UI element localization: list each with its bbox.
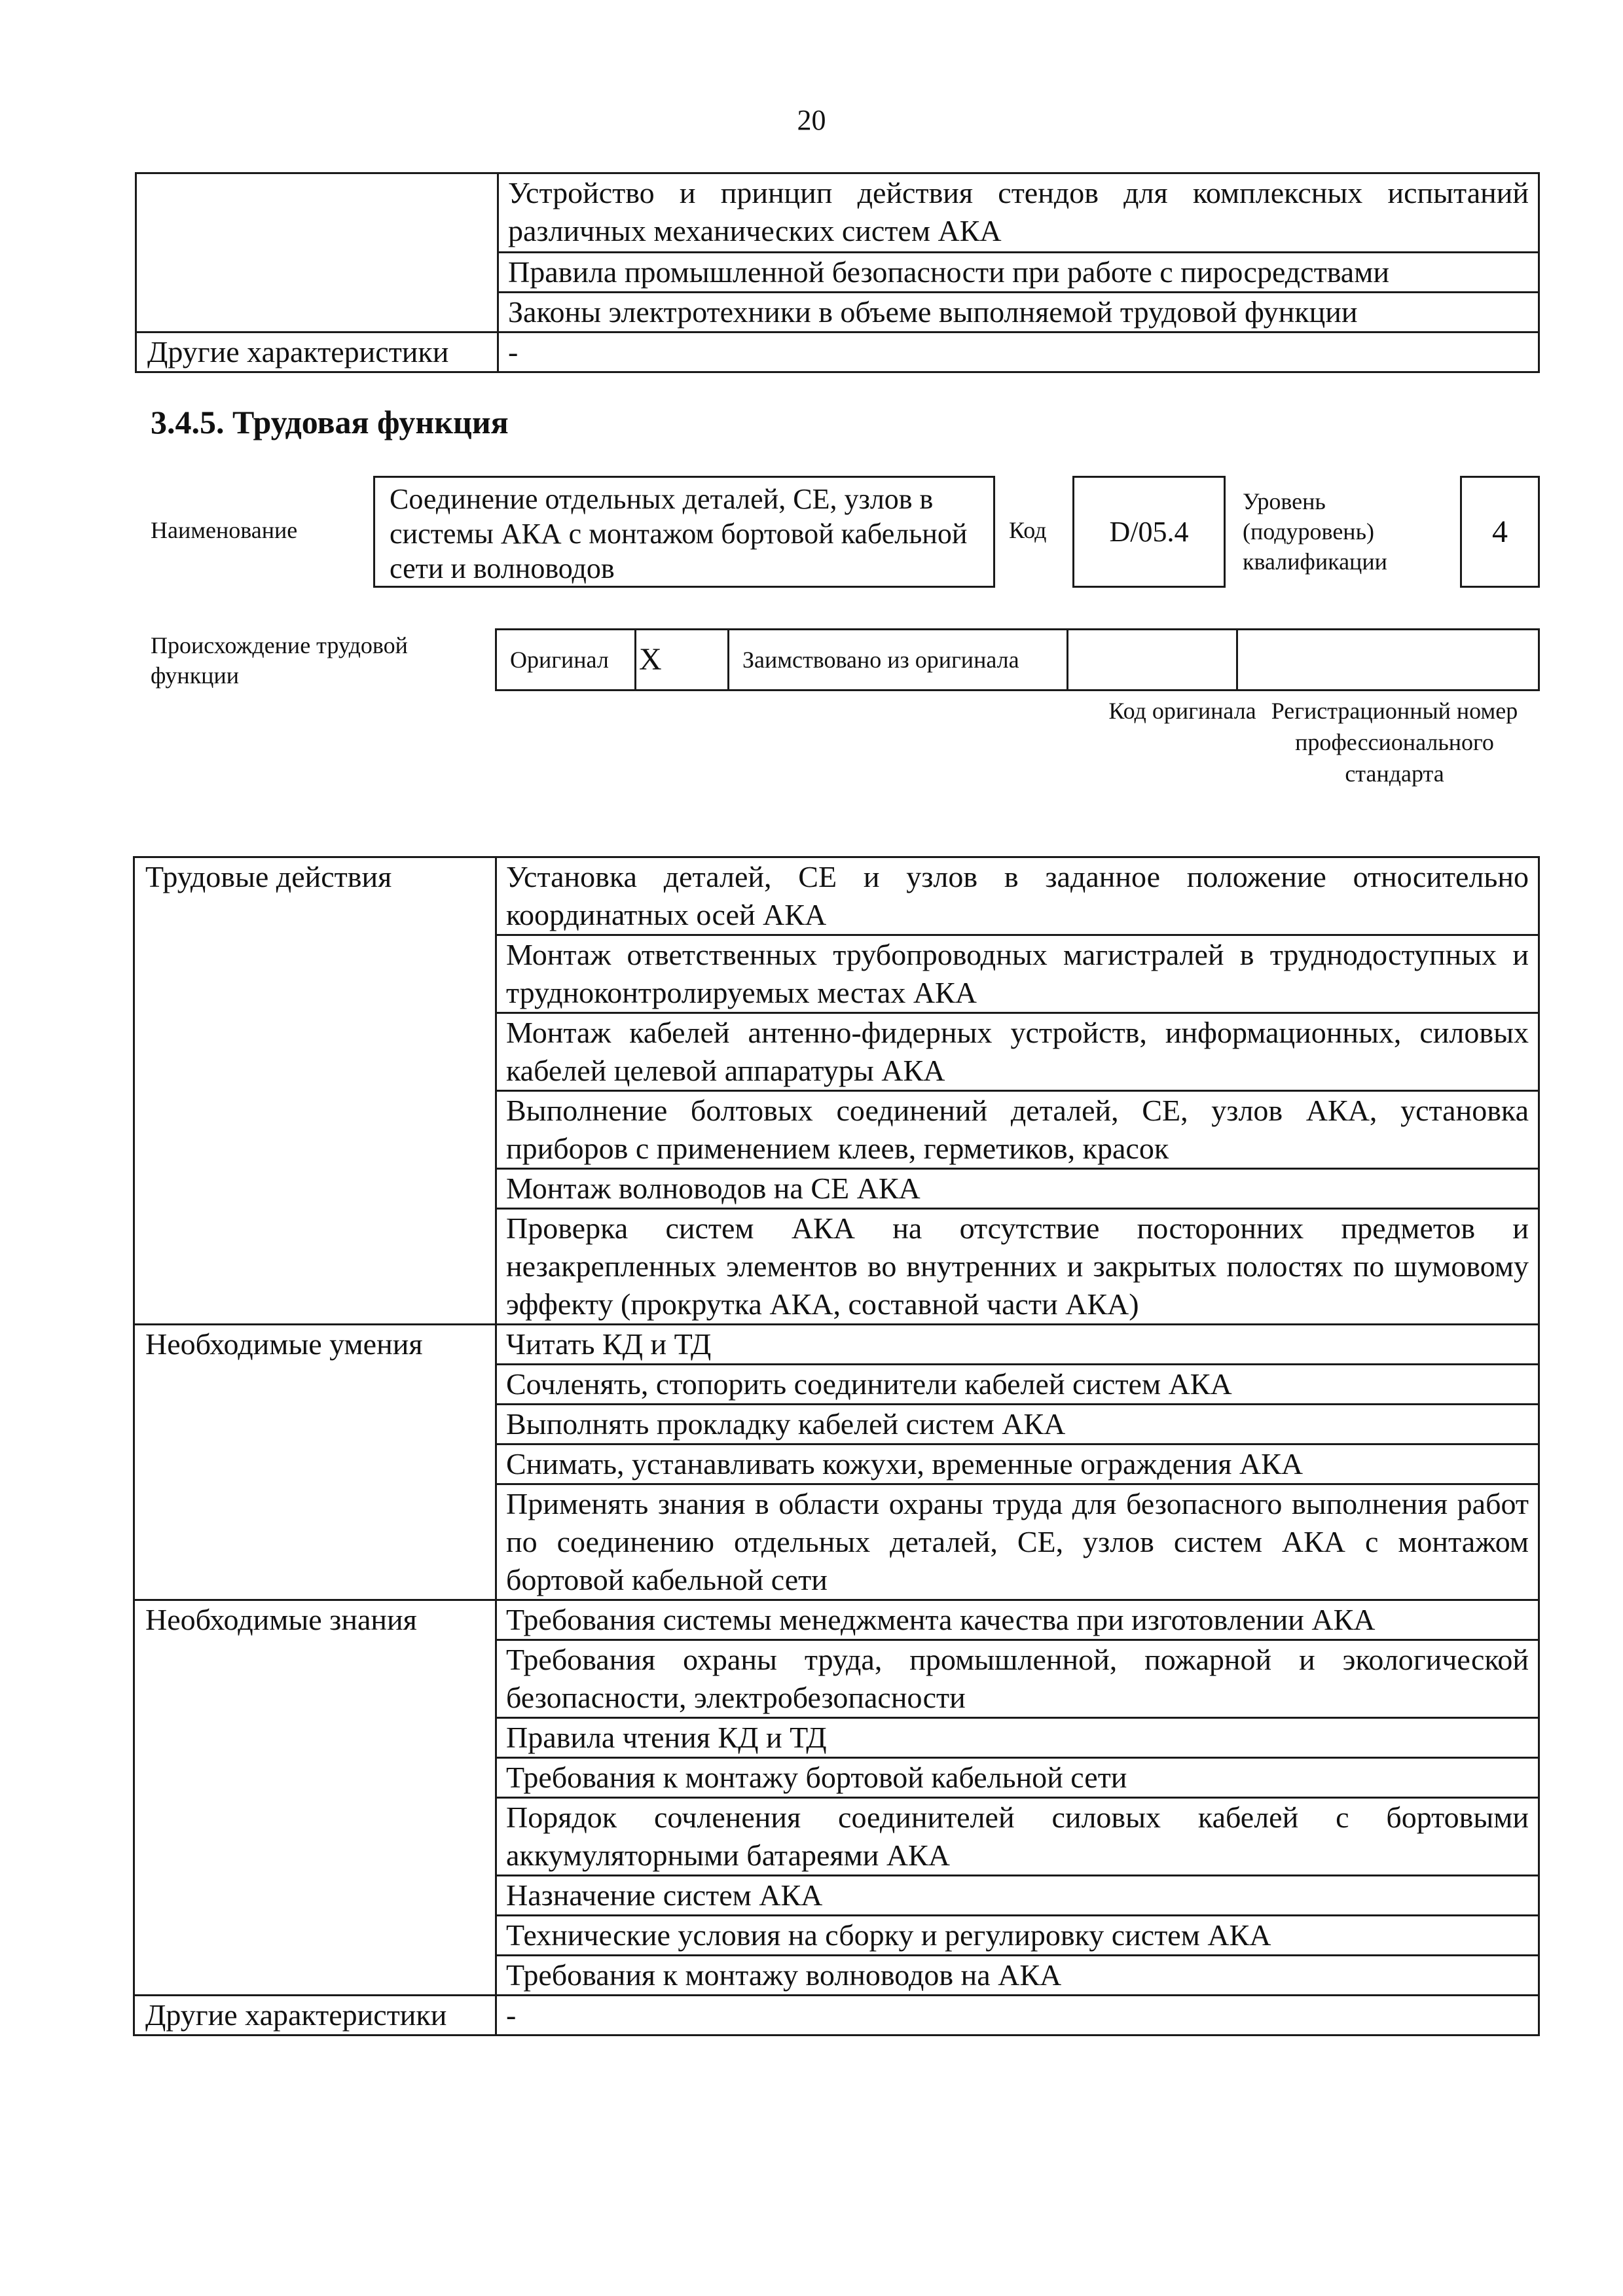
table-row (134, 857, 1539, 935)
table-cell: Выполнять прокладку кабелей систем АКА (496, 1405, 1539, 1444)
original-code-cell (1068, 630, 1237, 691)
required-knowledge-label: Необходимые знания (134, 1600, 496, 1996)
table-row (134, 1325, 1539, 1365)
table-cell: Законы электротехники в объеме выполняемой трудовой функции (498, 293, 1539, 332)
table-cell: Назначение систем АКА (496, 1876, 1539, 1916)
other-characteristics-value: - (498, 332, 1539, 372)
table-cell: Монтаж ответственных трубопроводных магистралей в труднодоступных и трудноконтролируемых местах АКА (496, 935, 1539, 1013)
original-label: Оригинал (496, 630, 636, 691)
level-label: Уровень (подуровень) квалификации (1243, 488, 1387, 575)
table-cell: Установка деталей, СЕ и узлов в заданное положение относительно координатных осей АКА (496, 857, 1539, 935)
other-characteristics-label: Другие характеристики (134, 1996, 496, 2036)
section-heading: 3.4.5. Трудовая функция (151, 404, 509, 440)
other-characteristics-value: - (496, 1996, 1539, 2036)
empty-label-cell (136, 173, 498, 332)
table-cell: Правила промышленной безопасности при работе с пиросредствами (498, 253, 1539, 293)
labor-actions-label: Трудовые действия (134, 857, 496, 1325)
table-cell: Правила чтения КД и ТД (496, 1718, 1539, 1758)
code-label: Код (1009, 517, 1047, 543)
table-row (136, 332, 1539, 372)
registration-number-cell (1237, 630, 1539, 691)
code-caption: Код оригинала (1108, 698, 1256, 724)
table-cell: Сочленять, стопорить соединители кабелей систем АКА (496, 1365, 1539, 1405)
table-cell: Требования охраны труда, промышленной, пожарной и экологической безопасности, электробезопасности (496, 1640, 1539, 1718)
origin-table (495, 628, 1540, 691)
origin-label: Происхождение трудовой функции (151, 632, 408, 689)
table-cell: Требования к монтажу бортовой кабельной сети (496, 1758, 1539, 1798)
borrowed-label: Заимствовано из оригинала (729, 630, 1068, 691)
original-mark: X (636, 630, 729, 691)
table-cell: Требования системы менеджмента качества при изготовлении АКА (496, 1600, 1539, 1640)
table-row (134, 1996, 1539, 2036)
registration-caption: Регистрационный номер профессионального стандарта (1271, 698, 1518, 787)
function-name-box: Соединение отдельных деталей, СЕ, узлов в системы АКА с монтажом бортовой кабельной сети и волноводов (373, 476, 995, 588)
table-cell: Монтаж волноводов на СЕ АКА (496, 1169, 1539, 1209)
table-cell: Выполнение болтовых соединений деталей, СЕ, узлов АКА, установка приборов с применением клеев, герметиков, красок (496, 1091, 1539, 1169)
table-cell: Читать КД и ТД (496, 1325, 1539, 1365)
table-cell: Монтаж кабелей антенно-фидерных устройств, информационных, силовых кабелей целевой аппаратуры АКА (496, 1013, 1539, 1091)
table-cell: Порядок сочленения соединителей силовых кабелей с бортовыми аккумуляторными батареями АКА (496, 1798, 1539, 1876)
table-cell: Применять знания в области охраны труда для безопасного выполнения работ по соединению отдельных деталей, СЕ, узлов систем АКА с монтажом бортовой кабельной сети (496, 1484, 1539, 1600)
table-row (134, 1600, 1539, 1640)
table-cell: Технические условия на сборку и регулировку систем АКА (496, 1916, 1539, 1956)
table-row (496, 630, 1539, 691)
top-knowledge-table (135, 172, 1540, 373)
table-cell: Устройство и принцип действия стендов для комплексных испытаний различных механических систем АКА (498, 173, 1539, 253)
table-cell: Проверка систем АКА на отсутствие посторонних предметов и незакрепленных элементов во внутренних и закрытых полостях по шумовому эффекту (прокрутка АКА, составной части АКА) (496, 1209, 1539, 1325)
table-cell: Снимать, устанавливать кожухи, временные ограждения АКА (496, 1444, 1539, 1484)
function-details-table (133, 856, 1540, 2036)
function-code-box: D/05.4 (1072, 476, 1226, 588)
table-cell: Требования к монтажу волноводов на АКА (496, 1956, 1539, 1996)
level-value-box: 4 (1460, 476, 1540, 588)
table-row (136, 173, 1539, 253)
page-number: 20 (797, 104, 826, 136)
required-skills-label: Необходимые умения (134, 1325, 496, 1600)
other-characteristics-label: Другие характеристики (136, 332, 498, 372)
name-label: Наименование (151, 517, 298, 543)
